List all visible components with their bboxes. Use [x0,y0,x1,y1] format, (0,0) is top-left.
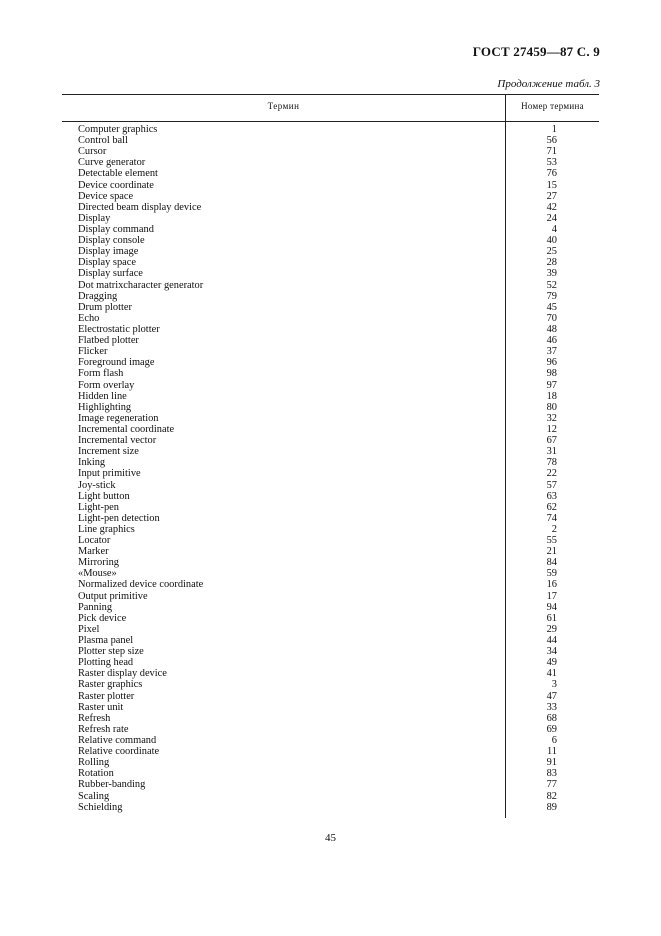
term-number: 39 [546,268,557,280]
table-row [0,468,661,479]
table-row [0,591,661,602]
term-name: Hidden line [78,390,127,402]
term-name: Raster display device [78,668,167,680]
term-name: Refresh rate [78,723,129,735]
table-row [0,746,661,757]
term-number: 62 [546,501,557,513]
table-row [0,335,661,346]
term-number: 80 [546,401,557,413]
term-number: 55 [546,535,557,547]
term-name: Display space [78,257,136,269]
term-name: Directed beam display device [78,201,202,213]
table-row [0,346,661,357]
term-name: Rolling [78,757,110,769]
table-row [0,324,661,335]
table-row [0,613,661,624]
term-number: 67 [546,435,557,447]
term-name: Locator [78,535,111,547]
term-name: Image regeneration [78,412,159,424]
term-name: Incremental vector [78,435,157,447]
term-number: 63 [546,490,557,502]
term-number: 27 [546,190,557,202]
term-number: 41 [546,668,557,680]
term-name: Flatbed plotter [78,335,139,347]
table-row [0,535,661,546]
table-row [0,246,661,257]
term-name: Raster plotter [78,690,135,702]
term-name: Flicker [78,346,108,358]
table-row [0,135,661,146]
term-number: 45 [546,301,557,313]
term-name: Input primitive [78,468,141,480]
term-number: 49 [546,657,557,669]
page-number: 45 [325,832,336,844]
term-number: 28 [546,257,557,269]
table-row [0,413,661,424]
term-number: 89 [546,801,557,813]
term-name: Incremental coordinate [78,423,175,435]
term-number: 56 [546,135,557,147]
table-row [0,168,661,179]
term-name: Echo [78,312,100,324]
table-row [0,524,661,535]
term-number: 11 [546,746,557,758]
term-name: Highlighting [78,401,132,413]
table-row [0,635,661,646]
term-number: 1 [551,124,557,135]
term-number: 12 [546,423,557,435]
term-name: Device coordinate [78,179,154,191]
term-name: Dragging [78,290,118,302]
term-name: Marker [78,546,109,558]
term-number: 48 [546,323,557,335]
table-row [0,368,661,379]
term-name: Inking [78,457,106,469]
term-name: Curve generator [78,157,146,169]
term-number: 40 [546,235,557,247]
term-number: 25 [546,246,557,258]
term-number: 94 [546,601,557,613]
term-name: Plotter step size [78,646,144,658]
term-name: Line graphics [78,523,135,535]
table-row [0,546,661,557]
term-name: Normalized device coordinate [78,579,204,591]
table-row [0,568,661,579]
table-row [0,557,661,568]
table-row [0,480,661,491]
table-header-rule [62,121,599,122]
table-row [0,380,661,391]
table-row [0,502,661,513]
term-name: Rotation [78,768,114,780]
table-row [0,457,661,468]
term-number: 74 [546,512,557,524]
term-name: Drum plotter [78,301,132,313]
table-row [0,435,661,446]
term-number: 37 [546,346,557,358]
table-row [0,302,661,313]
term-name: Increment size [78,446,139,458]
term-number: 21 [546,546,557,558]
term-name: Device space [78,190,134,202]
table-row [0,724,661,735]
term-number: 68 [546,712,557,724]
term-number: 52 [546,279,557,291]
term-name: Plasma panel [78,635,134,647]
term-number: 34 [546,646,557,658]
term-name: Pixel [78,623,100,635]
term-number: 91 [546,757,557,769]
table-row [0,191,661,202]
term-name: Light-pen [78,501,119,513]
table-row [0,313,661,324]
term-number: 96 [546,357,557,369]
term-number: 59 [546,568,557,580]
term-name: Dot matrixcharacter generator [78,279,204,291]
term-number: 71 [546,146,557,158]
term-number: 42 [546,201,557,213]
term-name: Control ball [78,135,128,147]
table-row [0,213,661,224]
table-row [0,735,661,746]
table-row [0,757,661,768]
term-name: Raster unit [78,701,124,713]
table-top-rule [62,94,599,95]
table-row [0,491,661,502]
term-name: Scaling [78,790,110,802]
term-name: Light-pen detection [78,512,160,524]
term-number: 69 [546,723,557,735]
table-row [0,157,661,168]
term-name: Display [78,212,111,224]
term-name: Light button [78,490,130,502]
term-number: 6 [551,735,557,747]
table-row [0,802,661,813]
term-name: Output primitive [78,590,148,602]
table-row [0,579,661,590]
term-name: Detectable element [78,168,158,180]
table-row [0,280,661,291]
term-number: 82 [546,790,557,802]
table-row [0,291,661,302]
table-row [0,402,661,413]
term-number: 70 [546,312,557,324]
term-name: Computer graphics [78,124,158,135]
term-name: Mirroring [78,557,119,569]
table-row [0,424,661,435]
table-row [0,691,661,702]
term-number: 32 [546,412,557,424]
table-row [0,513,661,524]
table-row [0,180,661,191]
term-number: 44 [546,635,557,647]
term-name: Rubber-banding [78,779,146,791]
term-number: 29 [546,623,557,635]
term-number: 33 [546,701,557,713]
term-name: Pick device [78,612,127,624]
table-row [0,391,661,402]
table-continuation-label: Продолжение табл. 3 [497,78,600,90]
term-number: 15 [546,179,557,191]
term-number: 77 [546,779,557,791]
term-number: 83 [546,768,557,780]
table-row [0,146,661,157]
term-number: 2 [551,523,557,535]
term-name: Display console [78,235,145,247]
term-name: Raster graphics [78,679,143,691]
table-row [0,624,661,635]
table-row [0,657,661,668]
table-row [0,702,661,713]
term-number: 3 [551,679,557,691]
term-number: 79 [546,290,557,302]
table-row [0,779,661,790]
term-number: 47 [546,690,557,702]
term-name: Form overlay [78,379,135,391]
term-name: Cursor [78,146,107,158]
table-row [0,124,661,135]
table-body [0,124,661,813]
term-name: Panning [78,601,113,613]
table-row [0,646,661,657]
table-row [0,224,661,235]
table-row [0,679,661,690]
term-name: Electrostatic plotter [78,323,160,335]
term-number: 76 [546,168,557,180]
term-number: 16 [546,579,557,591]
term-name: Refresh [78,712,111,724]
term-name: «Mouse» [78,568,117,580]
term-number: 84 [546,557,557,569]
term-number: 24 [546,212,557,224]
term-name: Display surface [78,268,143,280]
term-name: Form flash [78,368,124,380]
term-number: 22 [546,468,557,480]
table-row [0,791,661,802]
term-number: 18 [546,390,557,402]
table-row [0,357,661,368]
table-row [0,202,661,213]
term-number: 31 [546,446,557,458]
term-name: Foreground image [78,357,155,369]
table-row [0,713,661,724]
table-row [0,768,661,779]
term-name: Display command [78,223,154,235]
term-name: Joy-stick [78,479,116,491]
term-number: 46 [546,335,557,347]
table-row [0,602,661,613]
column-header-term-number: Номер термина [521,101,584,111]
term-number: 4 [551,223,557,235]
term-number: 98 [546,368,557,380]
term-number: 97 [546,379,557,391]
term-name: Display image [78,246,139,258]
term-name: Plotting head [78,657,134,669]
term-number: 53 [546,157,557,169]
term-name: Schielding [78,801,123,813]
table-row [0,446,661,457]
term-number: 61 [546,612,557,624]
term-name: Relative coordinate [78,746,160,758]
table-row [0,268,661,279]
term-name: Relative command [78,735,157,747]
term-number: 17 [546,590,557,602]
column-header-term: Термин [267,101,300,111]
table-row [0,235,661,246]
document-header: ГОСТ 27459—87 С. 9 [472,44,600,59]
term-number: 78 [546,457,557,469]
table-row [0,668,661,679]
table-row [0,257,661,268]
term-number: 57 [546,479,557,491]
